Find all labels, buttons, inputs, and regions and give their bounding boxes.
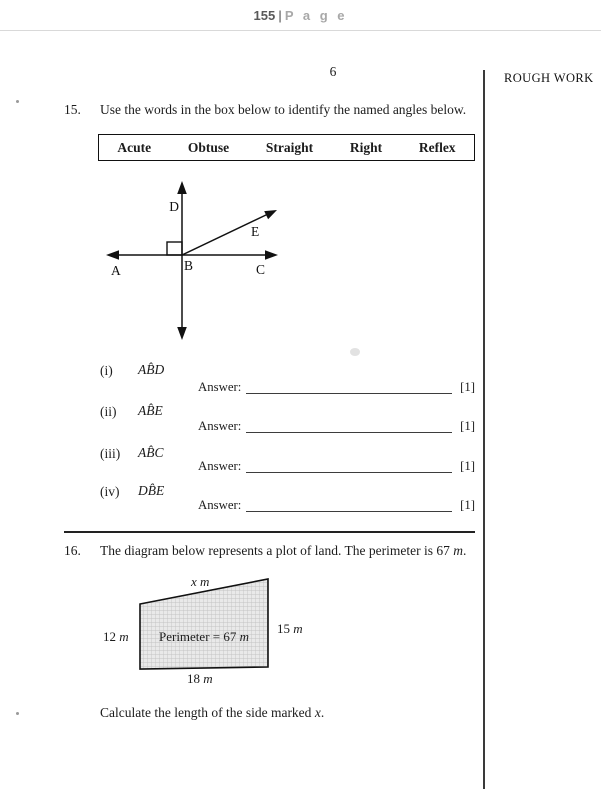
q16-prompt [100, 543, 466, 559]
shape-right-unit: m [293, 621, 303, 636]
diagram-label-d: D [169, 199, 179, 214]
q16-instruction-end: . [320, 705, 325, 720]
diagram-label-c: C [256, 262, 266, 277]
shape-bottom-unit: m [203, 671, 213, 686]
word-box-word: Reflex [418, 139, 456, 155]
q15-part-numeral: (ii) [100, 404, 117, 419]
arrowhead-ray [264, 210, 277, 219]
q16-number: 16. [64, 543, 81, 558]
shape-left-unit: m [119, 629, 129, 644]
answer-label: Answer: [198, 459, 242, 473]
q15-answer-row [198, 378, 475, 395]
shape-top-unit: m [200, 574, 210, 589]
q15-word-box [98, 134, 475, 161]
diagram-label-e: E [251, 224, 260, 239]
answer-label: Answer: [198, 498, 242, 512]
q15-part-numeral: (iii) [100, 446, 121, 461]
shape-top-label [191, 574, 209, 590]
diagram-label-b: B [184, 258, 194, 273]
marks-label: [1] [460, 419, 475, 433]
rough-work-label: ROUGH WORK [504, 71, 594, 85]
marks-label: [1] [460, 380, 475, 394]
shape-right-value: 15 [277, 621, 290, 636]
header-page-word: P a g e [284, 8, 348, 23]
q15-part-angle: DB̂E [138, 483, 165, 498]
word-box-word: Acute [117, 139, 152, 155]
shape-top-value: x [191, 574, 197, 589]
scan-artifact [350, 348, 360, 356]
scan-artifact [16, 712, 19, 715]
shape-perimeter-label [140, 629, 268, 645]
q15-part-angle: AB̂D [138, 362, 165, 377]
q15-answer-row [198, 417, 475, 434]
answer-blank-line [246, 379, 452, 394]
header-page-number: 155 [253, 8, 276, 23]
perimeter-text: Perimeter = 67 [158, 629, 240, 644]
arrowhead-left [106, 250, 119, 260]
q16-prompt-end: . [463, 543, 467, 558]
q16-instruction [100, 705, 324, 721]
right-angle-marker [167, 242, 182, 255]
answer-blank-line [246, 497, 452, 512]
q15-part-angle: AB̂C [138, 445, 164, 460]
shape-right-label [277, 621, 303, 637]
q16-instruction-variable: x [314, 705, 321, 720]
answer-label: Answer: [198, 419, 242, 433]
q15-number: 15. [64, 102, 81, 117]
answer-blank-line [246, 458, 452, 473]
q16-prompt-main: The diagram below represents a plot of land. The perimeter is 67 [100, 543, 454, 558]
question-divider-line [64, 531, 475, 533]
answer-label: Answer: [198, 380, 242, 394]
answer-blank-line [246, 418, 452, 433]
perimeter-unit: m [239, 629, 249, 644]
marks-label: [1] [460, 459, 475, 473]
scan-artifact [16, 100, 19, 103]
q16-prompt-unit: m [453, 543, 464, 558]
q15-answer-row [198, 496, 475, 513]
q15-part-numeral: (iv) [100, 484, 120, 499]
q15-answer-row [198, 457, 475, 474]
arrowhead-down [177, 327, 187, 340]
q15-angle-diagram [100, 178, 300, 346]
shape-left-value: 12 [103, 629, 116, 644]
shape-left-label [103, 629, 129, 645]
q15-part-angle: AB̂E [138, 403, 163, 418]
q15-part-numeral: (i) [100, 363, 113, 378]
header-rule [0, 30, 601, 31]
word-box-word: Straight [265, 139, 314, 155]
rough-work-separator-line [483, 70, 485, 789]
marks-label: [1] [460, 498, 475, 512]
q16-instruction-main: Calculate the length of the side marked [100, 705, 315, 720]
diagram-label-a: A [111, 263, 121, 278]
word-box-word: Obtuse [187, 139, 230, 155]
word-box-word: Right [349, 139, 383, 155]
arrowhead-right [265, 250, 278, 260]
page-header [0, 8, 601, 23]
arrowhead-up [177, 181, 187, 194]
shape-bottom-label [187, 671, 213, 687]
shape-bottom-value: 18 [187, 671, 200, 686]
page-number: 6 [329, 64, 337, 79]
land-plot-polygon [140, 579, 268, 669]
q15-prompt: Use the words in the box below to identify the named angles below. [100, 102, 467, 117]
header-pipe: | [278, 8, 282, 23]
